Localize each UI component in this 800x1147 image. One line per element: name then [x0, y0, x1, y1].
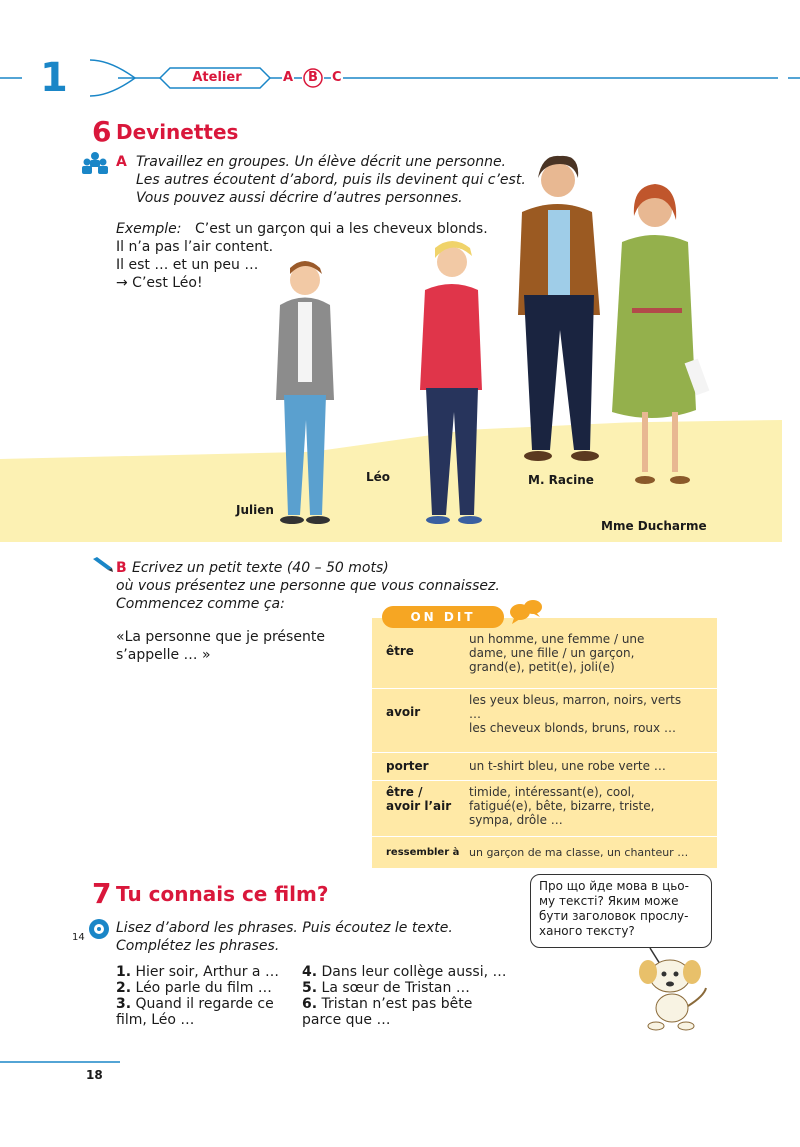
ondit-row-avoir-lair — [372, 780, 717, 835]
ex6-b-start-2: s’appelle … » — [116, 647, 211, 663]
example-label: Exemple: — [116, 221, 182, 237]
ondit-key: avoir — [386, 705, 421, 719]
ex7-instr-1: Lisez d’abord les phrases. Puis écoutez le texte. — [116, 920, 453, 936]
ex6-b-line-3: Commencez comme ça: — [116, 596, 285, 612]
bubble-line-3: бути заголовок прослу- — [539, 909, 689, 923]
speech-bubble — [530, 874, 712, 948]
ondit-value: un t-shirt bleu, une robe verte … — [469, 759, 666, 773]
chapter-number: 1 — [40, 55, 68, 101]
ex6-a-line-3: Vous pouvez aussi décrire d’autres personnes. — [136, 190, 463, 206]
ondit-value: un homme, une femme / une dame, une fille / un garçon, grand(e), petit(e), joli(e) — [469, 632, 645, 674]
section-label: Atelier — [192, 70, 242, 85]
ondit-row-etre — [372, 630, 717, 686]
bubble-line-4: ханого тексту? — [539, 924, 635, 938]
ex6-number: 6 — [92, 115, 112, 148]
ondit-key: être — [386, 644, 414, 658]
ondit-row-porter — [372, 752, 717, 779]
ex7-item-5: 5. La sœur de Tristan … — [302, 980, 470, 996]
on-dit-tab: ON DIT — [382, 606, 504, 628]
step-b-active: B — [308, 70, 318, 85]
ex7-instr-2: Complétez les phrases. — [116, 938, 280, 954]
ex6-b-line-1: Ecrivez un petit texte (40 – 50 mots) — [132, 560, 389, 576]
ex7-item-1: 1. Hier soir, Arthur a … — [116, 964, 279, 980]
character-name-racine: M. Racine — [528, 473, 594, 487]
ex7-item-6: 6. Tristan n’est pas bête — [302, 996, 473, 1012]
example-line-2: Il n’a pas l’air content. — [116, 239, 274, 255]
dog-mascot-icon — [620, 946, 720, 1036]
ex6-a-line-1: Travaillez en groupes. Un élève décrit une personne. — [136, 154, 507, 170]
ex6-b-line-2: où vous présentez une personne que vous connaissez. — [116, 578, 500, 594]
example-line-4: → C’est Léo! — [116, 275, 203, 291]
ex7-item-4: 4. Dans leur collège aussi, … — [302, 964, 507, 980]
ondit-value: un garçon de ma classe, un chanteur … — [469, 846, 689, 859]
leo-figure — [420, 241, 482, 524]
ondit-value: timide, intéressant(e), cool, fatigué(e), bête, bizarre, triste, sympa, drôle … — [469, 785, 655, 827]
ondit-key: être / avoir l’air — [386, 785, 452, 813]
bubble-line-2: му тексті? Яким може — [539, 894, 679, 908]
ex7-title: Tu connais ce film? — [116, 882, 329, 906]
ex6-b-letter: B — [116, 560, 127, 576]
header-line — [0, 56, 800, 100]
ducharme-figure — [612, 184, 709, 484]
on-dit-box — [372, 618, 717, 868]
ondit-value: les yeux bleus, marron, noirs, verts … les cheveux blonds, bruns, roux … — [469, 693, 682, 735]
julien-figure — [276, 261, 334, 524]
example-line-3: Il est … et un peu … — [116, 257, 259, 273]
ondit-row-ressembler — [372, 836, 717, 867]
ex7-item-3-cont: film, Léo … — [116, 1012, 195, 1028]
character-name-leo: Léo — [366, 470, 391, 484]
ex7-item-6-cont: parce que … — [302, 1012, 391, 1028]
page-number: 18 — [86, 1068, 103, 1082]
ex7-item-3: 3. Quand il regarde ce — [116, 996, 274, 1012]
character-name-julien: Julien — [236, 503, 274, 517]
step-c: C — [332, 70, 342, 85]
group-work-icon — [80, 150, 110, 176]
ex6-b-start-1: «La personne que je présente — [116, 629, 325, 645]
ex6-a-letter: A — [116, 154, 127, 170]
audio-cd-icon[interactable] — [88, 918, 110, 940]
ondit-row-avoir — [372, 688, 717, 751]
ondit-key: porter — [386, 759, 429, 773]
bubble-line-1: Про що йде мова в цьо- — [539, 879, 689, 893]
characters-illustration — [260, 150, 730, 540]
ex7-item-2: 2. Léo parle du film … — [116, 980, 272, 996]
ex7-number: 7 — [92, 877, 112, 910]
example-line-1: C’est un garçon qui a les cheveux blonds. — [195, 221, 488, 237]
character-name-ducharme: Mme Ducharme — [601, 519, 707, 533]
ondit-key: ressembler à — [386, 847, 460, 858]
ex6-title: Devinettes — [116, 120, 239, 144]
speech-bubbles-icon — [508, 598, 544, 624]
step-a: A — [283, 70, 294, 85]
racine-figure — [518, 156, 600, 461]
footer-line — [0, 1060, 130, 1064]
ex6-a-line-2: Les autres écoutent d’abord, puis ils devinent qui c’est. — [136, 172, 526, 188]
track-number: 14 — [72, 932, 85, 943]
pencil-icon — [90, 556, 114, 574]
